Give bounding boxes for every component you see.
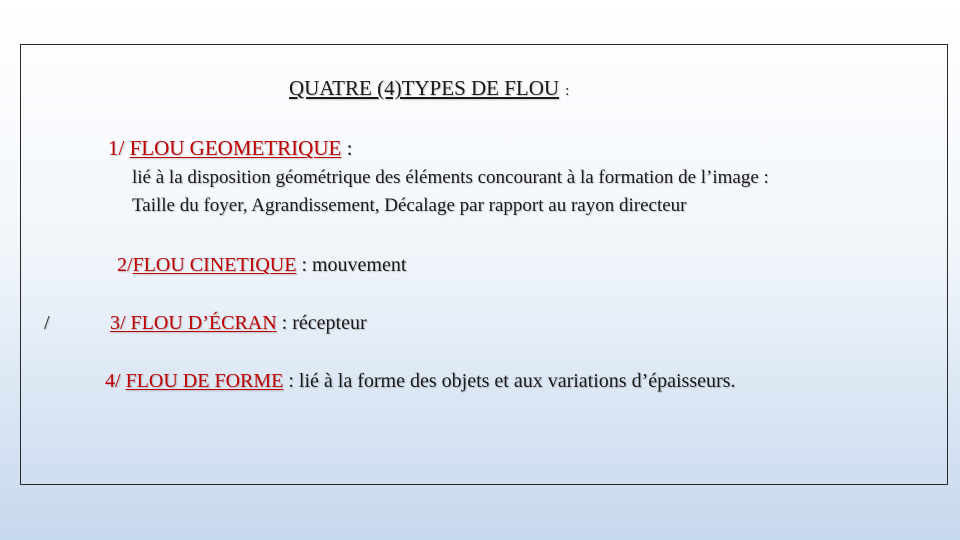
item-number: 2/ — [117, 254, 133, 276]
item-number: 4/ — [105, 370, 126, 392]
item-suffix: : — [341, 136, 353, 160]
item-label: FLOU CINETIQUE — [132, 254, 297, 276]
item-number-label: 3/ FLOU D’ÉCRAN — [110, 312, 277, 334]
list-item-forme — [105, 370, 735, 393]
slide-title — [289, 76, 569, 101]
list-item-geometrique — [108, 136, 352, 161]
slide-title-colon: : — [565, 83, 570, 99]
item-detail-line: lié à la disposition géométrique des éléments concourant à la formation de l’image : — [132, 167, 769, 188]
item-suffix: : récepteur — [276, 312, 367, 334]
list-item-ecran — [110, 312, 367, 335]
stray-slash-mark: / — [44, 312, 50, 334]
slide-title-text: QUATRE (4)TYPES DE FLOU — [289, 76, 560, 100]
item-detail-line: Taille du foyer, Agrandissement, Décalage par rapport au rayon directeur — [132, 195, 687, 216]
list-item-cinetique — [117, 254, 406, 277]
item-number: 1/ — [108, 136, 130, 160]
item-suffix: : mouvement — [296, 254, 407, 276]
item-label: FLOU DE FORME — [125, 370, 284, 392]
item-suffix: : lié à la forme des objets et aux variations d’épaisseurs. — [283, 370, 736, 392]
item-label: FLOU GEOMETRIQUE — [129, 136, 342, 160]
